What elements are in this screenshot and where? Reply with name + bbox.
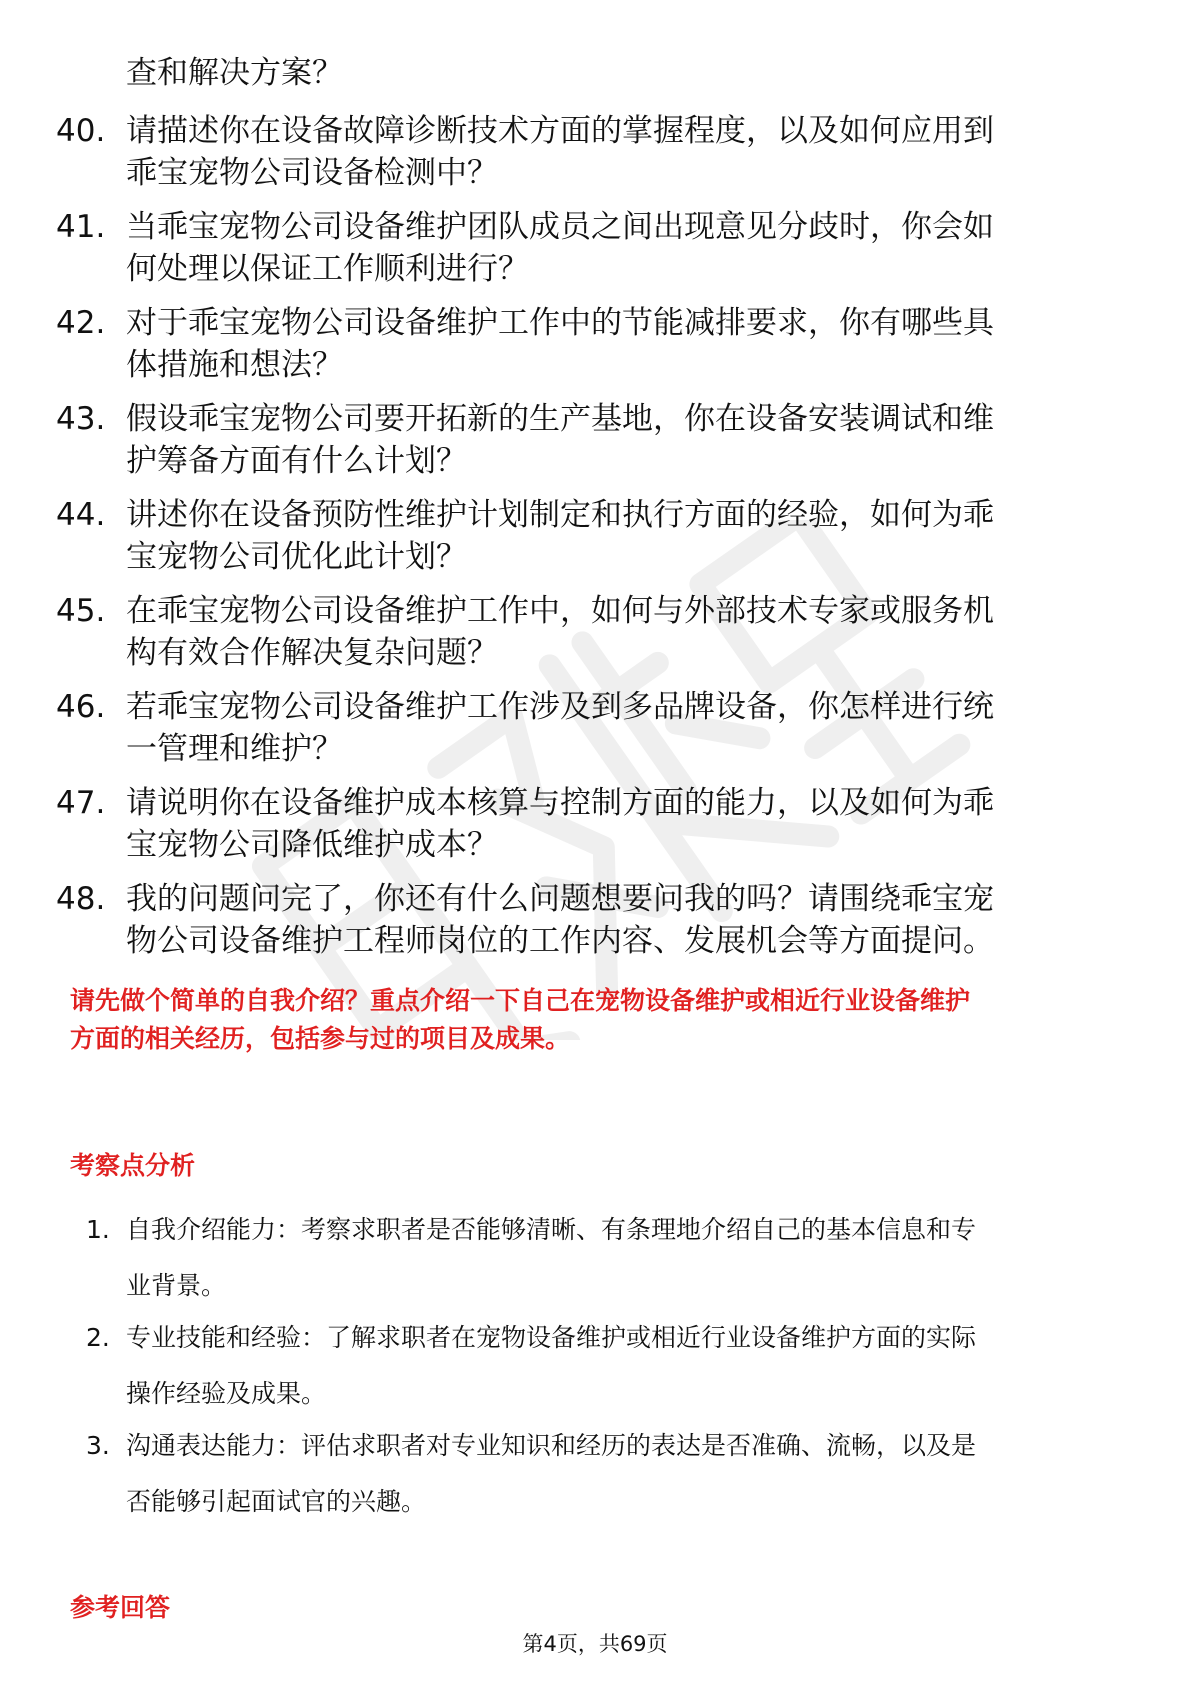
question-number: 44. bbox=[56, 497, 106, 533]
question-number: 45. bbox=[56, 593, 106, 629]
question-text-line: 我的问题问完了，你还有什么问题想要问我的吗？请围绕乖宝宠 bbox=[126, 881, 994, 917]
question-number: 42. bbox=[56, 305, 106, 341]
question-item bbox=[0, 206, 1190, 296]
question-text-line: 在乖宝宠物公司设备维护工作中，如何与外部技术专家或服务机 bbox=[126, 593, 994, 629]
question-text-line: 请说明你在设备维护成本核算与控制方面的能力，以及如何为乖 bbox=[126, 785, 994, 821]
question-number: 47. bbox=[56, 785, 106, 821]
question-text-line: 当乖宝宠物公司设备维护团队成员之间出现意见分歧时，你会如 bbox=[126, 209, 994, 245]
question-text-line: 何处理以保证工作顺利进行？ bbox=[126, 251, 529, 287]
question-item bbox=[0, 686, 1190, 776]
question-text-line: 一管理和维护？ bbox=[126, 731, 343, 767]
analysis-title: 考察点分析 bbox=[70, 1151, 196, 1180]
question-item bbox=[0, 398, 1190, 488]
analysis-number: 2. bbox=[86, 1323, 110, 1352]
analysis-number: 3. bbox=[86, 1431, 110, 1460]
question-text-line: 宝宠物公司优化此计划？ bbox=[126, 539, 467, 575]
question-text-line: 若乖宝宠物公司设备维护工作涉及到多品牌设备，你怎样进行统 bbox=[126, 689, 994, 725]
question-text-line: 对于乖宝宠物公司设备维护工作中的节能减排要求，你有哪些具 bbox=[126, 305, 994, 341]
analysis-text-line: 自我介绍能力：考察求职者是否能够清晰、有条理地介绍自己的基本信息和专 bbox=[126, 1215, 977, 1244]
question-item bbox=[0, 110, 1190, 200]
question-item bbox=[0, 878, 1190, 968]
question-number: 46. bbox=[56, 689, 106, 725]
highlight-question-line: 请先做个简单的自我介绍？重点介绍一下自己在宠物设备维护或相近行业设备维护 bbox=[70, 986, 971, 1015]
highlight-question-line: 方面的相关经历，包括参与过的项目及成果。 bbox=[70, 1024, 571, 1053]
analysis-item bbox=[0, 1310, 1190, 1420]
question-item bbox=[0, 494, 1190, 584]
question-item bbox=[0, 590, 1190, 680]
question-number: 40. bbox=[56, 113, 106, 149]
question-text-line: 讲述你在设备预防性维护计划制定和执行方面的经验，如何为乖 bbox=[126, 497, 994, 533]
question-continuation: 查和解决方案？ bbox=[126, 55, 343, 91]
question-item bbox=[0, 302, 1190, 392]
question-text-line: 假设乖宝宠物公司要开拓新的生产基地，你在设备安装调试和维 bbox=[126, 401, 994, 437]
question-text-line: 宝宠物公司降低维护成本？ bbox=[126, 827, 498, 863]
question-text-line: 构有效合作解决复杂问题？ bbox=[126, 635, 498, 671]
analysis-text-line: 沟通表达能力：评估求职者对专业知识和经历的表达是否准确、流畅，以及是 bbox=[126, 1431, 977, 1460]
analysis-item bbox=[0, 1202, 1190, 1312]
question-text-line: 请描述你在设备故障诊断技术方面的掌握程度，以及如何应用到 bbox=[126, 113, 994, 149]
question-number: 48. bbox=[56, 881, 106, 917]
question-item bbox=[0, 782, 1190, 872]
analysis-item bbox=[0, 1418, 1190, 1528]
answer-title: 参考回答 bbox=[70, 1593, 171, 1622]
highlight-question bbox=[70, 982, 1130, 1058]
question-text-line: 乖宝宠物公司设备检测中？ bbox=[126, 155, 498, 191]
question-number: 43. bbox=[56, 401, 106, 437]
question-number: 41. bbox=[56, 209, 106, 245]
analysis-number: 1. bbox=[86, 1215, 110, 1244]
analysis-text-line: 否能够引起面试官的兴趣。 bbox=[126, 1487, 427, 1516]
question-text-line: 护筹备方面有什么计划？ bbox=[126, 443, 467, 479]
analysis-text-line: 业背景。 bbox=[126, 1271, 227, 1300]
analysis-text-line: 专业技能和经验：了解求职者在宠物设备维护或相近行业设备维护方面的实际 bbox=[126, 1323, 977, 1352]
question-text-line: 体措施和想法？ bbox=[126, 347, 343, 383]
question-text-line: 物公司设备维护工程师岗位的工作内容、发展机会等方面提问。 bbox=[126, 923, 994, 959]
page-footer: 第4页，共69页 bbox=[522, 1632, 668, 1656]
analysis-text-line: 操作经验及成果。 bbox=[126, 1379, 327, 1408]
